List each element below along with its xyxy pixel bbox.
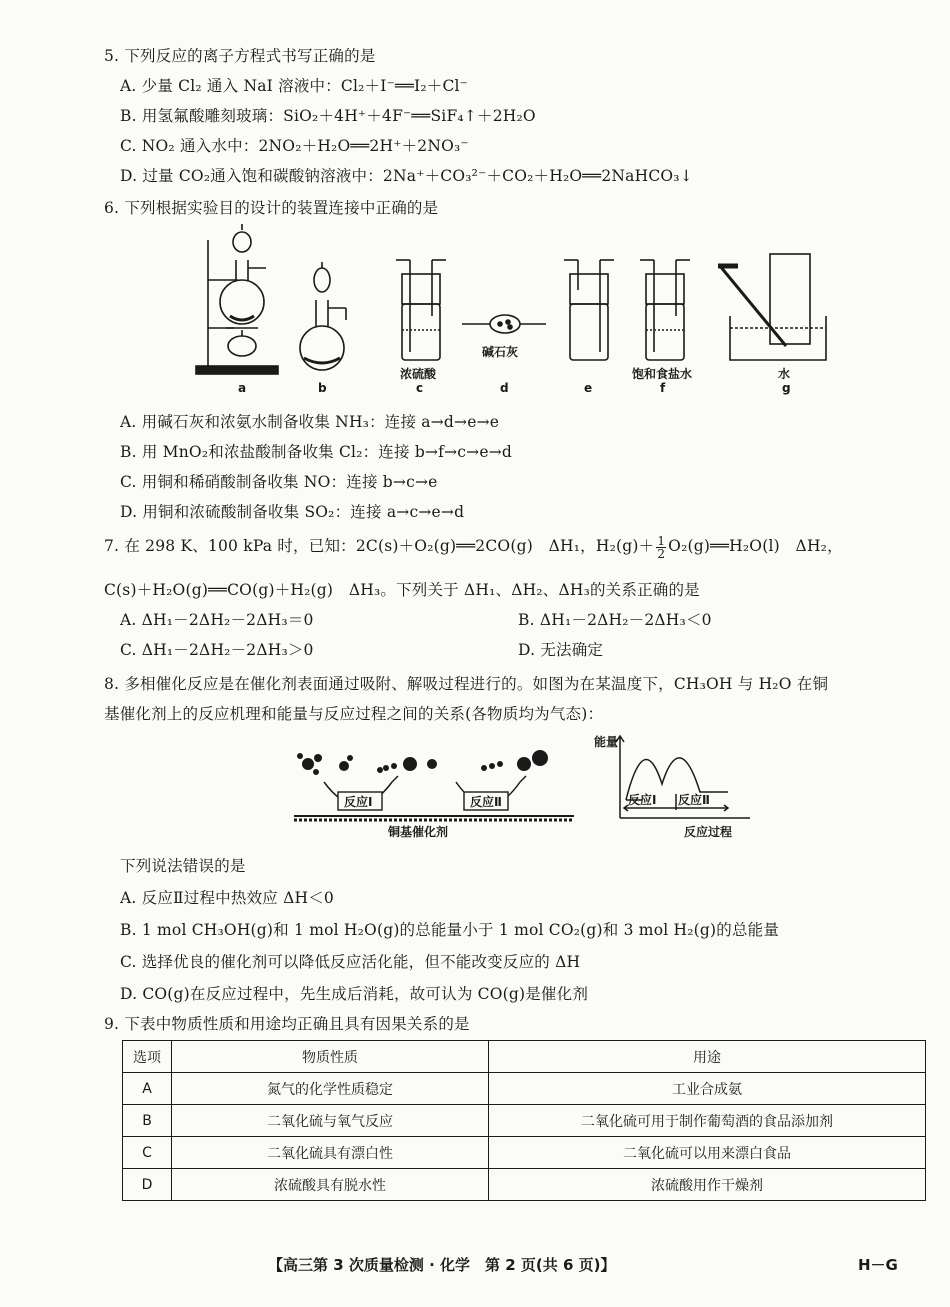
reaction2-label: 反应Ⅱ [470,795,502,809]
label-f-text: 饱和食盐水 [632,367,693,381]
process-axis-label: 反应过程 [684,825,733,839]
q8-stem-line1: 8. 多相催化反应是在催化剂表面通过吸附、解吸过程进行的。如图为在某温度下，CH₃OH 与 H₂O 在铜 [104,675,829,693]
q5-option-a: A. 少量 Cl₂ 通入 NaI 溶液中：Cl₂＋I⁻══I₂＋Cl⁻ [120,77,469,95]
cell-use: 二氧化硫可用于制作葡萄酒的食品添加剂 [489,1105,926,1137]
label-b: b [318,381,327,395]
table-header-row [123,1041,926,1073]
label-g: g [782,381,791,395]
q5-option-b: B. 用氢氟酸雕刻玻璃：SiO₂＋4H⁺＋4F⁻══SiF₄↑＋2H₂O [120,107,536,125]
label-d-text: 碱石灰 [482,345,519,359]
fraction-denominator: 2 [657,546,666,561]
energy-axis-label: 能量 [594,735,619,749]
cell-property: 浓硫酸具有脱水性 [172,1169,489,1201]
cell-option: D [123,1169,172,1201]
q7-stem-line1 [104,534,843,560]
q7-option-b: B. ΔH₁－2ΔH₂－2ΔH₃＜0 [518,611,712,629]
q8-option-b: B. 1 mol CH₃OH(g)和 1 mol H₂O(g)的总能量小于 1 mol CO₂(g)和 3 mol H₂(g)的总能量 [120,921,780,939]
cell-use: 二氧化硫可以用来漂白食品 [489,1137,926,1169]
catalyst-label: 铜基催化剂 [388,825,449,839]
q8-option-c: C. 选择优良的催化剂可以降低反应活化能，但不能改变反应的 ΔH [120,953,581,971]
q5-option-c: C. NO₂ 通入水中：2NO₂＋H₂O══2H⁺＋2NO₃⁻ [120,137,469,155]
cell-property: 二氧化硫具有漂白性 [172,1137,489,1169]
cell-property: 二氧化硫与氧气反应 [172,1105,489,1137]
q6-option-a: A. 用碱石灰和浓氨水制备收集 NH₃：连接 a→d→e→e [120,413,500,431]
table-row [123,1137,926,1169]
q7-option-c: C. ΔH₁－2ΔH₂－2ΔH₃＞0 [120,641,314,659]
q6-option-b: B. 用 MnO₂和浓盐酸制备收集 Cl₂：连接 b→f→c→e→d [120,443,513,461]
label-g-text: 水 [778,367,791,381]
q6-option-d: D. 用铜和浓硫酸制备收集 SO₂：连接 a→c→e→d [120,503,465,521]
fraction-half [656,535,666,560]
fraction-numerator: 1 [657,533,666,548]
paper-code: H－G [858,1256,898,1274]
q7-stem-line2: C(s)＋H₂O(g)══CO(g)＋H₂(g) ΔH₃。下列关于 ΔH₁、ΔH₂、ΔH₃的关系正确的是 [104,581,700,599]
cell-property: 氮气的化学性质稳定 [172,1073,489,1105]
label-e: e [584,381,593,395]
q6-option-c: C. 用铜和稀硝酸制备收集 NO：连接 b→c→e [120,473,438,491]
reaction1-label: 反应Ⅰ [344,795,373,809]
header-property: 物质性质 [172,1041,489,1073]
q6-stem: 6. 下列根据实验目的设计的装置连接中正确的是 [104,199,439,217]
label-a: a [238,381,247,395]
q5-option-d: D. 过量 CO₂通入饱和碳酸钠溶液中：2Na⁺＋CO₃²⁻＋CO₂＋H₂O══2NaHCO₃↓ [120,167,693,185]
cell-option: A [123,1073,172,1105]
label-c-text: 浓硫酸 [400,367,437,381]
q8-stem-line2: 基催化剂上的反应机理和能量与反应过程之间的关系(各物质均为气态)： [104,705,604,723]
q7-stem-part2: O₂(g)══H₂O(l) ΔH₂， [668,537,843,555]
energy-r1-label: 反应Ⅰ [628,793,657,807]
cell-option: C [123,1137,172,1169]
cell-option: B [123,1105,172,1137]
header-use: 用途 [489,1041,926,1073]
q9-stem: 9. 下表中物质性质和用途均正确且具有因果关系的是 [104,1015,470,1033]
apparatus-figure [190,220,830,400]
property-use-table [122,1040,926,1201]
table-row [123,1073,926,1105]
table-row [123,1105,926,1137]
header-option: 选项 [123,1041,172,1073]
q5-stem: 5. 下列反应的离子方程式书写正确的是 [104,47,376,65]
cell-use: 工业合成氨 [489,1073,926,1105]
cell-use: 浓硫酸用作干燥剂 [489,1169,926,1201]
label-d: d [500,381,509,395]
q7-option-d: D. 无法确定 [518,641,604,659]
label-c: c [416,381,424,395]
catalysis-figure [288,732,758,842]
q8-option-a: A. 反应Ⅱ过程中热效应 ΔH＜0 [120,889,334,907]
table-row [123,1169,926,1201]
q8-option-d: D. CO(g)在反应过程中，先生成后消耗，故可认为 CO(g)是催化剂 [120,985,589,1003]
energy-r2-label: 反应Ⅱ [678,793,710,807]
label-f: f [660,381,666,395]
page-footer: 【高三第 3 次质量检测 · 化学 第 2 页(共 6 页)】 [268,1256,616,1274]
q8-prompt: 下列说法错误的是 [120,857,246,875]
q7-option-a: A. ΔH₁－2ΔH₂－2ΔH₃＝0 [120,611,314,629]
q7-stem-part1: 7. 在 298 K、100 kPa 时，已知：2C(s)＋O₂(g)══2CO(g) ΔH₁，H₂(g)＋ [104,537,655,555]
